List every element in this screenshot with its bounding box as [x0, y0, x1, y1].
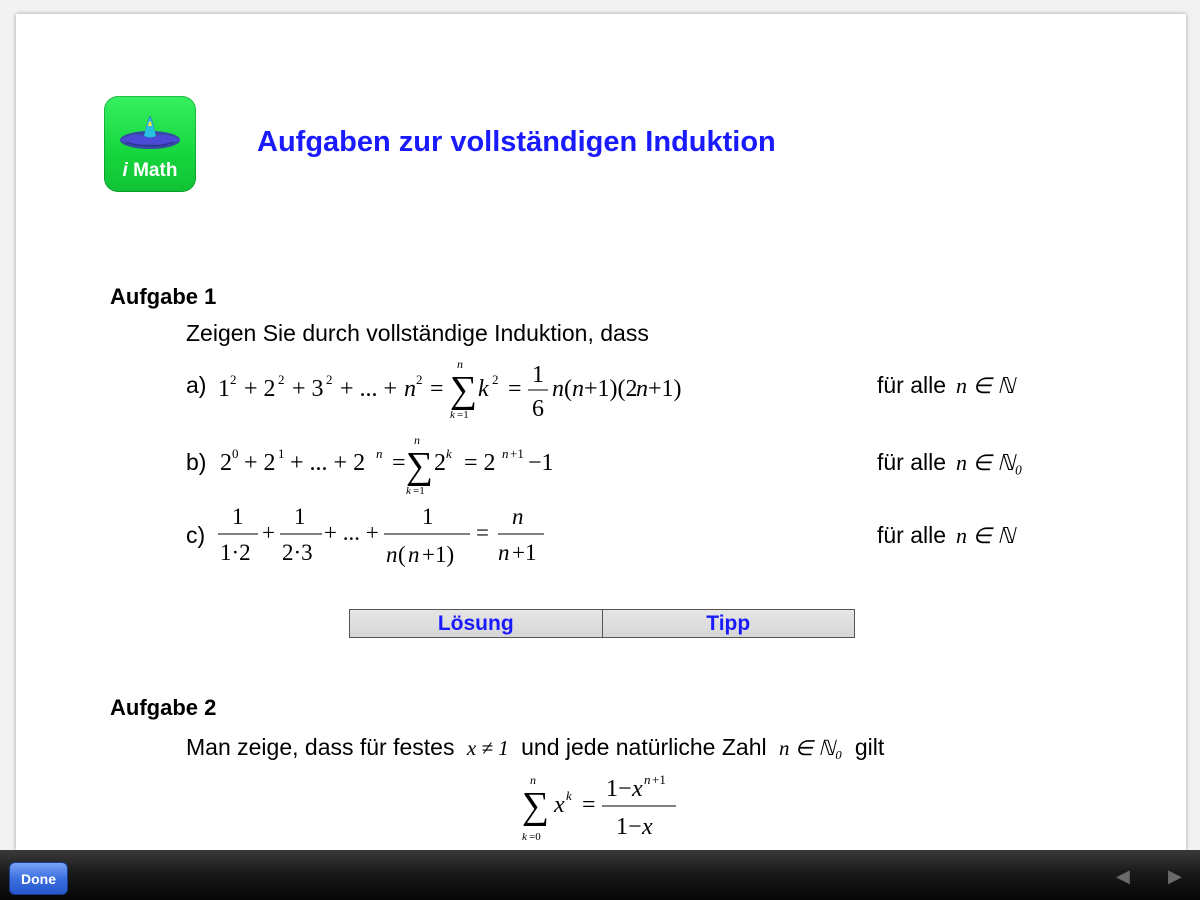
svg-text:1: 1 — [532, 362, 544, 388]
svg-text:(: ( — [564, 376, 572, 402]
done-button[interactable]: Done — [9, 862, 68, 895]
svg-text:=: = — [582, 792, 596, 818]
task1-part-c-label: c) — [186, 522, 206, 548]
svg-text:n: n — [376, 446, 383, 461]
svg-text:2: 2 — [416, 372, 423, 387]
task2-condition-x: x ≠ 1 — [466, 736, 509, 760]
svg-text:n: n — [636, 376, 648, 402]
svg-text:n: n — [502, 446, 509, 461]
svg-text:+1)(2: +1)(2 — [584, 376, 638, 402]
svg-text:−1: −1 — [528, 450, 554, 476]
task2-intro: Man zeige, dass für festes x ≠ 1 und jede natürliche Zahl n ∈ ℕ₀ gilt — [186, 734, 885, 760]
imath-logo — [104, 96, 196, 192]
task2-heading: Aufgabe 2 — [110, 695, 217, 720]
svg-text:n: n — [414, 433, 420, 447]
svg-text:2·3: 2·3 — [282, 540, 313, 565]
svg-text:=1: =1 — [413, 485, 425, 497]
svg-text:n: n — [530, 773, 536, 787]
task1-button-row — [349, 609, 855, 638]
document-page — [16, 14, 1186, 850]
svg-text:+ 2: + 2 — [244, 450, 276, 476]
task1-part-b-condition: für alle n ∈ ℕ₀ — [877, 449, 1023, 475]
svg-text:∑: ∑ — [406, 445, 434, 487]
svg-text:k: k — [566, 788, 572, 803]
formula-a-graphic — [218, 352, 718, 422]
svg-text:2: 2 — [230, 372, 237, 387]
svg-text:+ 2: + 2 — [244, 376, 276, 402]
svg-text:∑: ∑ — [522, 785, 550, 827]
formula-c-graphic — [218, 502, 578, 574]
svg-text:x: x — [642, 814, 653, 840]
svg-text:(: ( — [398, 542, 406, 567]
svg-text:n: n — [408, 542, 420, 567]
svg-text:+1): +1) — [422, 542, 455, 567]
svg-text:= 2: = 2 — [464, 450, 496, 476]
svg-text:n: n — [552, 376, 564, 402]
formula-task2 — [518, 772, 698, 850]
svg-text:n: n — [644, 772, 651, 787]
svg-text:=1: =1 — [457, 409, 469, 421]
svg-text:k: k — [446, 446, 452, 461]
svg-text:1: 1 — [232, 504, 244, 529]
svg-text:+1: +1 — [652, 772, 666, 787]
svg-text:=: = — [508, 376, 522, 402]
task2-condition-n: n ∈ ℕ₀ — [779, 736, 843, 760]
svg-text:n: n — [386, 542, 398, 567]
svg-text:6: 6 — [532, 396, 544, 422]
svg-text:2: 2 — [492, 372, 499, 387]
task1-intro: Zeigen Sie durch vollständige Induktion, dass — [186, 320, 649, 346]
solution-button[interactable]: Lösung — [437, 611, 514, 635]
formula-task2-graphic — [518, 772, 698, 848]
svg-text:1·2: 1·2 — [220, 540, 251, 565]
svg-text:n: n — [512, 504, 524, 529]
svg-text:+1: +1 — [510, 446, 524, 461]
svg-text:+ ... +: + ... + — [340, 376, 398, 402]
svg-text:0: 0 — [232, 446, 239, 461]
svg-text:1: 1 — [278, 446, 285, 461]
task1-part-a-label: a) — [186, 372, 207, 398]
svg-text:=: = — [430, 376, 444, 402]
svg-text:x: x — [632, 776, 643, 802]
svg-text:+1): +1) — [648, 376, 682, 402]
svg-text:x: x — [554, 792, 565, 818]
formula-c — [218, 502, 578, 581]
svg-text:2: 2 — [278, 372, 285, 387]
svg-text:=: = — [392, 450, 406, 476]
svg-text:+ 3: + 3 — [292, 376, 324, 402]
task1-part-c-condition: für alle n ∈ ℕ — [877, 522, 1015, 548]
svg-text:k: k — [478, 376, 489, 402]
svg-text:=0: =0 — [529, 831, 541, 843]
svg-text:1: 1 — [422, 504, 434, 529]
svg-text:1−: 1− — [606, 776, 632, 802]
formula-b-graphic — [220, 430, 640, 500]
svg-text:+ ... +: + ... + — [324, 520, 379, 545]
svg-text:1−: 1− — [616, 814, 642, 840]
svg-text:+1: +1 — [512, 540, 537, 565]
formula-a — [218, 352, 718, 429]
svg-text:1: 1 — [294, 504, 306, 529]
task1-heading: Aufgabe 1 — [110, 284, 217, 309]
svg-text:2: 2 — [326, 372, 333, 387]
previous-page-icon[interactable]: ◀ — [1116, 866, 1130, 886]
svg-text:1: 1 — [218, 376, 230, 402]
hint-button[interactable]: Tipp — [602, 610, 855, 637]
svg-text:k: k — [522, 831, 527, 843]
svg-text:=: = — [476, 520, 489, 545]
svg-text:n: n — [457, 357, 463, 371]
svg-text:n: n — [404, 376, 416, 402]
svg-text:2: 2 — [220, 450, 232, 476]
page-title: Aufgaben zur vollständigen Induktion — [257, 126, 776, 158]
logo-text: i Math — [122, 160, 178, 181]
svg-text:n: n — [572, 376, 584, 402]
svg-text:+: + — [262, 520, 275, 545]
surface-plot-icon — [104, 96, 196, 166]
svg-text:k: k — [406, 485, 411, 497]
svg-text:2: 2 — [434, 450, 446, 476]
bottom-toolbar — [0, 850, 1200, 900]
task1-part-a-condition: für alle n ∈ ℕ — [877, 372, 1015, 398]
task1-part-b-label: b) — [186, 449, 207, 475]
next-page-icon[interactable]: ▶ — [1168, 866, 1182, 886]
svg-text:k: k — [450, 409, 455, 421]
svg-text:+ ... + 2: + ... + 2 — [290, 450, 366, 476]
formula-b — [220, 430, 640, 507]
svg-text:∑: ∑ — [450, 369, 478, 411]
svg-text:n: n — [498, 540, 510, 565]
